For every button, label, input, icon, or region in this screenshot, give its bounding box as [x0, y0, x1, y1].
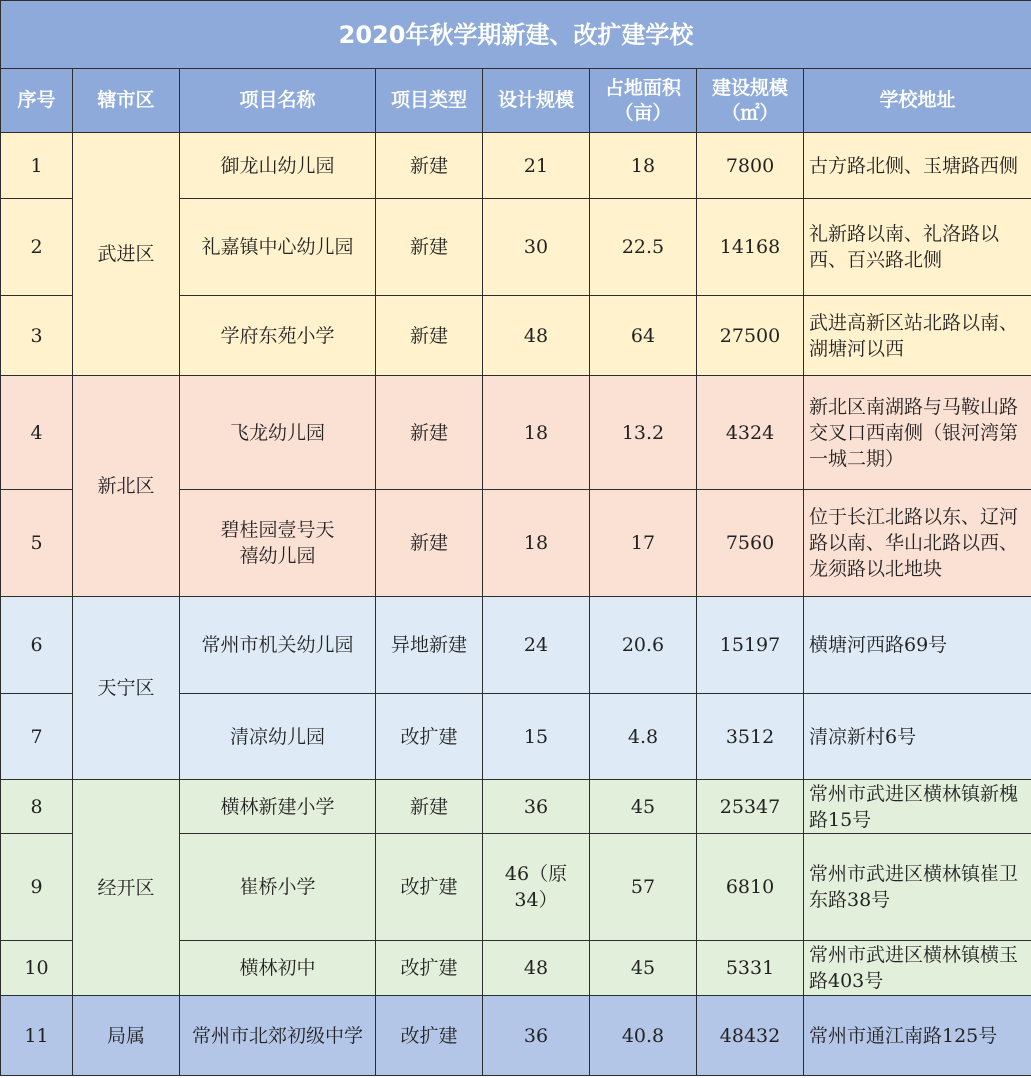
cell-address: 新北区南湖路与马鞍山路交叉口西南侧（银河湾第一城二期）: [804, 376, 1031, 490]
cell-scale: 48: [483, 941, 590, 996]
cell-type: 新建: [376, 490, 483, 597]
cell-scale: 18: [483, 376, 590, 490]
cell-name: 横林初中: [180, 941, 376, 996]
cell-build: 5331: [697, 941, 804, 996]
cell-area: 18: [590, 133, 697, 199]
cell-area: 40.8: [590, 996, 697, 1076]
cell-address: 古方路北侧、玉塘路西侧: [804, 133, 1031, 199]
cell-name: 御龙山幼儿园: [180, 133, 376, 199]
cell-seq: 1: [1, 133, 73, 199]
cell-address: 常州市通江南路125号: [804, 996, 1031, 1076]
cell-scale: 48: [483, 296, 590, 376]
cell-address: 位于长江北路以东、辽河路以南、华山北路以西、龙须路以北地块: [804, 490, 1031, 597]
cell-district: 天宁区: [73, 597, 180, 780]
cell-address: 礼新路以南、礼洛路以西、百兴路北侧: [804, 199, 1031, 296]
cell-seq: 5: [1, 490, 73, 597]
cell-area: 45: [590, 780, 697, 834]
table-row: [1, 376, 1031, 490]
cell-name: 常州市机关幼儿园: [180, 597, 376, 694]
cell-build: 15197: [697, 597, 804, 694]
header-scale: 设计规模: [483, 69, 590, 133]
cell-name: 学府东苑小学: [180, 296, 376, 376]
page-title: 2020年秋学期新建、改扩建学校: [1, 1, 1031, 69]
cell-name: 清凉幼儿园: [180, 694, 376, 780]
cell-type: 改扩建: [376, 834, 483, 941]
cell-build: 48432: [697, 996, 804, 1076]
cell-area: 22.5: [590, 199, 697, 296]
cell-name: 横林新建小学: [180, 780, 376, 834]
cell-name: 常州市北郊初级中学: [180, 996, 376, 1076]
cell-scale: 36: [483, 780, 590, 834]
cell-type: 新建: [376, 199, 483, 296]
cell-district: 新北区: [73, 376, 180, 597]
cell-type: 新建: [376, 133, 483, 199]
cell-build: 27500: [697, 296, 804, 376]
header-address: 学校地址: [804, 69, 1031, 133]
cell-name: 飞龙幼儿园: [180, 376, 376, 490]
cell-seq: 10: [1, 941, 73, 996]
cell-address: 常州市武进区横林镇新槐路15号: [804, 780, 1031, 834]
cell-seq: 7: [1, 694, 73, 780]
cell-address: 清凉新村6号: [804, 694, 1031, 780]
header-type: 项目类型: [376, 69, 483, 133]
cell-seq: 9: [1, 834, 73, 941]
cell-area: 64: [590, 296, 697, 376]
cell-build: 25347: [697, 780, 804, 834]
table-row: [1, 133, 1031, 199]
cell-build: 7800: [697, 133, 804, 199]
cell-address: 常州市武进区横林镇横玉路403号: [804, 941, 1031, 996]
cell-scale: 46（原34）: [483, 834, 590, 941]
cell-type: 新建: [376, 296, 483, 376]
cell-seq: 11: [1, 996, 73, 1076]
cell-area: 17: [590, 490, 697, 597]
cell-build: 3512: [697, 694, 804, 780]
cell-seq: 4: [1, 376, 73, 490]
cell-district: 武进区: [73, 133, 180, 376]
cell-name: 碧桂园壹号天禧幼儿园: [180, 490, 376, 597]
table-row: [1, 780, 1031, 834]
cell-name: 礼嘉镇中心幼儿园: [180, 199, 376, 296]
cell-build: 4324: [697, 376, 804, 490]
header-name: 项目名称: [180, 69, 376, 133]
cell-scale: 24: [483, 597, 590, 694]
header-seq: 序号: [1, 69, 73, 133]
cell-type: 新建: [376, 780, 483, 834]
header-build: 建设规模（㎡）: [697, 69, 804, 133]
cell-address: 武进高新区站北路以南、湖塘河以西: [804, 296, 1031, 376]
cell-area: 4.8: [590, 694, 697, 780]
cell-district: 局属: [73, 996, 180, 1076]
table-row: [1, 996, 1031, 1076]
cell-area: 13.2: [590, 376, 697, 490]
cell-scale: 15: [483, 694, 590, 780]
cell-build: 7560: [697, 490, 804, 597]
cell-seq: 6: [1, 597, 73, 694]
cell-type: 改扩建: [376, 941, 483, 996]
cell-type: 改扩建: [376, 996, 483, 1076]
table-row: [1, 597, 1031, 694]
cell-type: 新建: [376, 376, 483, 490]
cell-scale: 36: [483, 996, 590, 1076]
cell-seq: 2: [1, 199, 73, 296]
cell-area: 20.6: [590, 597, 697, 694]
cell-address: 常州市武进区横林镇崔卫东路38号: [804, 834, 1031, 941]
cell-build: 6810: [697, 834, 804, 941]
cell-district: 经开区: [73, 780, 180, 996]
cell-seq: 3: [1, 296, 73, 376]
cell-address: 横塘河西路69号: [804, 597, 1031, 694]
cell-name: 崔桥小学: [180, 834, 376, 941]
cell-build: 14168: [697, 199, 804, 296]
cell-scale: 30: [483, 199, 590, 296]
header-district: 辖市区: [73, 69, 180, 133]
cell-scale: 21: [483, 133, 590, 199]
cell-type: 改扩建: [376, 694, 483, 780]
cell-type: 异地新建: [376, 597, 483, 694]
header-area: 占地面积（亩）: [590, 69, 697, 133]
cell-scale: 18: [483, 490, 590, 597]
cell-area: 45: [590, 941, 697, 996]
cell-area: 57: [590, 834, 697, 941]
cell-seq: 8: [1, 780, 73, 834]
